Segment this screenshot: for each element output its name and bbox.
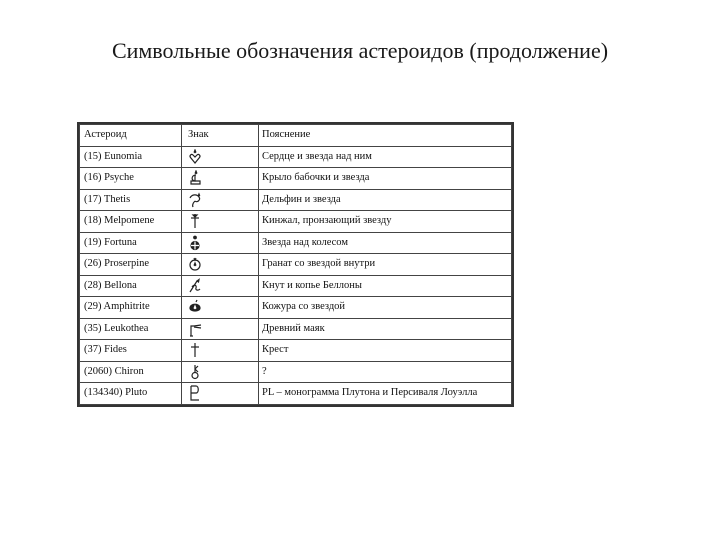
amphitrite-symbol-icon <box>188 299 202 315</box>
table-row <box>80 340 512 362</box>
column-header-explanation: Пояснение <box>259 125 512 147</box>
symbol-explanation: Кожура со звездой <box>259 297 512 319</box>
melpomene-symbol-icon <box>188 213 202 229</box>
asteroid-name: (16) Psyche <box>80 168 182 190</box>
asteroid-symbols-table <box>77 122 514 407</box>
table-row <box>80 146 512 168</box>
leukothea-symbol-icon <box>188 321 202 337</box>
chiron-symbol-icon <box>188 364 202 380</box>
asteroid-name: (28) Bellona <box>80 275 182 297</box>
table-row <box>80 275 512 297</box>
table-row <box>80 232 512 254</box>
asteroid-name: (26) Proserpine <box>80 254 182 276</box>
asteroid-name: (35) Leukothea <box>80 318 182 340</box>
symbol-explanation: ? <box>259 361 512 383</box>
table-header-row <box>80 125 512 147</box>
page-title: Символьные обозначения астероидов (продолжение) <box>111 38 609 63</box>
table-row <box>80 168 512 190</box>
table-row <box>80 361 512 383</box>
symbol-explanation: Древний маяк <box>259 318 512 340</box>
table-row <box>80 318 512 340</box>
symbol-explanation: Сердце и звезда над ним <box>259 146 512 168</box>
table-row <box>80 297 512 319</box>
table-row <box>80 254 512 276</box>
table-row <box>80 211 512 233</box>
symbol-explanation: Кнут и копье Беллоны <box>259 275 512 297</box>
table-row <box>80 189 512 211</box>
symbol-explanation: PL – монограмма Плутона и Персиваля Лоуэлла <box>259 383 512 405</box>
symbol-explanation: Гранат со звездой внутри <box>259 254 512 276</box>
asteroid-name: (18) Melpomene <box>80 211 182 233</box>
symbol-explanation: Крест <box>259 340 512 362</box>
asteroid-name: (17) Thetis <box>80 189 182 211</box>
bellona-symbol-icon <box>188 278 202 294</box>
asteroid-name: (134340) Pluto <box>80 383 182 405</box>
symbol-explanation: Дельфин и звезда <box>259 189 512 211</box>
proserpine-symbol-icon <box>188 256 202 272</box>
asteroid-name: (37) Fides <box>80 340 182 362</box>
asteroid-name: (19) Fortuna <box>80 232 182 254</box>
symbol-explanation: Крыло бабочки и звезда <box>259 168 512 190</box>
table-row <box>80 383 512 405</box>
column-header-asteroid: Астероид <box>80 125 182 147</box>
asteroid-name: (29) Amphitrite <box>80 297 182 319</box>
column-header-symbol: Знак <box>182 125 259 147</box>
psyche-symbol-icon <box>188 170 202 186</box>
thetis-symbol-icon <box>188 192 202 208</box>
fortuna-symbol-icon <box>188 235 202 251</box>
pluto-symbol-icon <box>188 385 202 401</box>
fides-symbol-icon <box>188 342 202 358</box>
asteroid-name: (2060) Chiron <box>80 361 182 383</box>
eunomia-symbol-icon <box>188 149 202 165</box>
asteroid-name: (15) Eunomia <box>80 146 182 168</box>
symbol-explanation: Кинжал, пронзающий звезду <box>259 211 512 233</box>
symbol-explanation: Звезда над колесом <box>259 232 512 254</box>
